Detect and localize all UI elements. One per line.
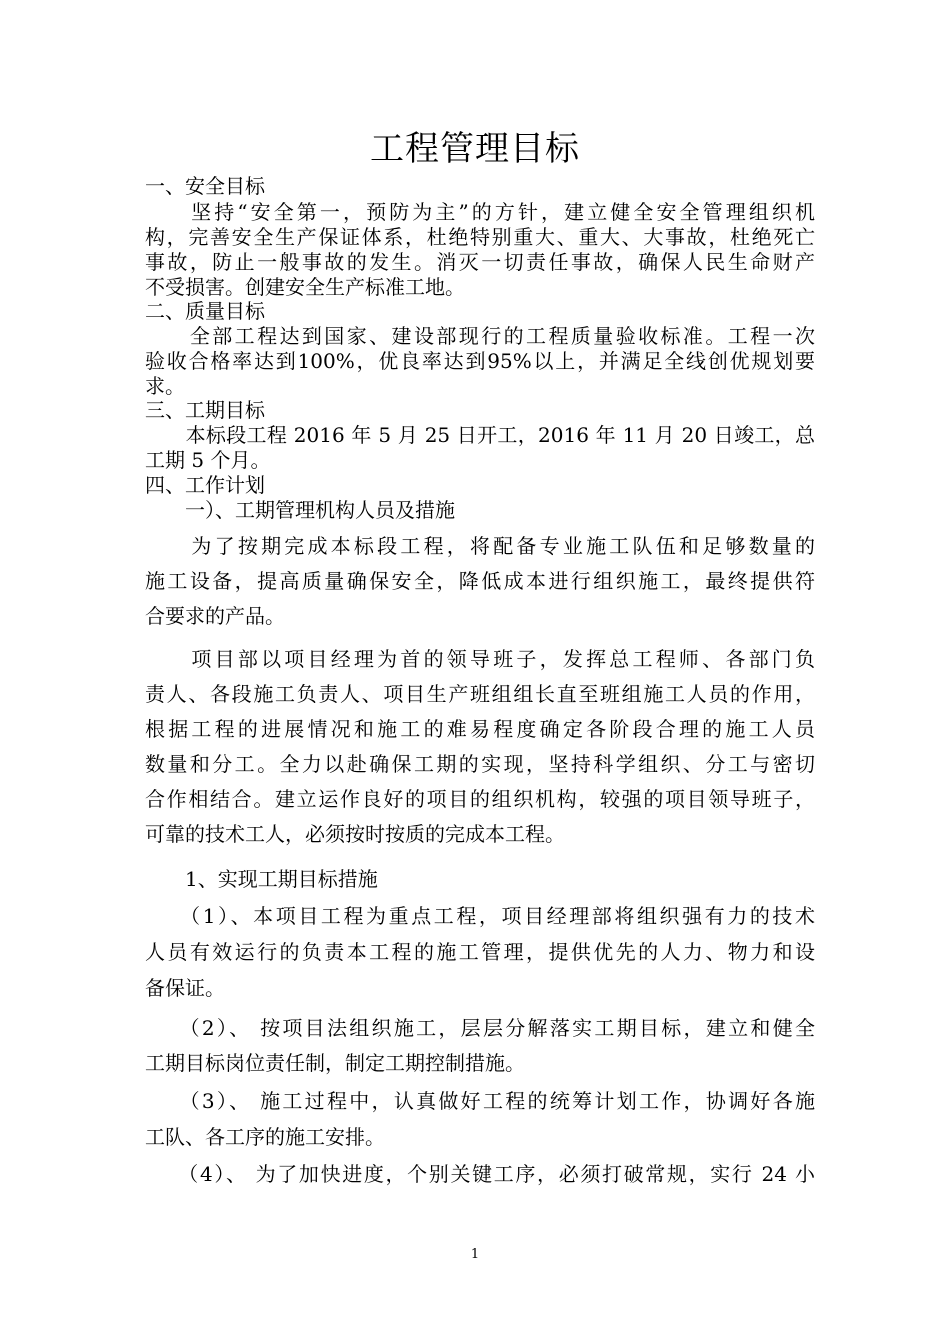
section-heading-work-plan: 四、工作计划 bbox=[145, 473, 265, 497]
paragraph-line: 工期 5 个月。 bbox=[145, 448, 271, 472]
paragraph-line: 本标段工程 2016 年 5 月 25 日开工，2016 年 11 月 20 日竣工，总 bbox=[145, 423, 815, 447]
paragraph-line: 根据工程的进展情况和施工的难易程度确定各阶段合理的施工人员 bbox=[145, 717, 815, 741]
paragraph-line: 备保证。 bbox=[145, 976, 225, 1000]
paragraph-line: 可靠的技术工人，必须按时按质的完成本工程。 bbox=[145, 822, 565, 846]
paragraph-line: 不受损害。创建安全生产标准工地。 bbox=[145, 275, 465, 299]
paragraph-line: 合作相结合。建立运作良好的项目的组织机构，较强的项目领导班子， bbox=[145, 787, 815, 811]
paragraph-line: 施工设备，提高质量确保安全，降低成本进行组织施工，最终提供符 bbox=[145, 569, 815, 593]
document-title: 工程管理目标 bbox=[370, 129, 580, 169]
paragraph-line: 人员有效运行的负责本工程的施工管理，提供优先的人力、物力和设 bbox=[145, 940, 815, 964]
page-number: 1 bbox=[470, 1247, 480, 1262]
paragraph-line: 构，完善安全生产保证体系，杜绝特别重大、重大、大事故，杜绝死亡 bbox=[145, 225, 815, 249]
paragraph-line: （2）、 按项目法组织施工，层层分解落实工期目标，建立和健全 bbox=[145, 1016, 815, 1040]
paragraph-line: （1）、本项目工程为重点工程，项目经理部将组织强有力的技术 bbox=[145, 904, 815, 928]
paragraph-line: 工队、各工序的施工安排。 bbox=[145, 1125, 385, 1149]
paragraph-line: 全部工程达到国家、建设部现行的工程质量验收标准。工程一次 bbox=[145, 324, 815, 348]
section-heading-safety: 一、安全目标 bbox=[145, 174, 265, 198]
paragraph-line: 求。 bbox=[145, 374, 185, 398]
paragraph-line: 责人、各段施工负责人、项目生产班组组长直至班组施工人员的作用， bbox=[145, 682, 815, 706]
measures-heading: 1、实现工期目标措施 bbox=[145, 867, 378, 891]
paragraph-line: 合要求的产品。 bbox=[145, 604, 285, 628]
section-heading-schedule: 三、工期目标 bbox=[145, 398, 265, 422]
paragraph-line: 坚持“安全第一，预防为主”的方针，建立健全安全管理组织机 bbox=[145, 200, 815, 224]
paragraph-line: 事故，防止一般事故的发生。消灭一切责任事故，确保人民生命财产 bbox=[145, 250, 815, 274]
paragraph-line: 验收合格率达到100%，优良率达到95%以上，并满足全线创优规划要 bbox=[145, 349, 815, 373]
subsection-heading: 一）、工期管理机构人员及措施 bbox=[145, 498, 455, 522]
paragraph-line: 为了按期完成本标段工程，将配备专业施工队伍和足够数量的 bbox=[145, 534, 815, 558]
paragraph-line: 项目部以项目经理为首的领导班子，发挥总工程师、各部门负 bbox=[145, 647, 815, 671]
paragraph-line: 数量和分工。全力以赴确保工期的实现，坚持科学组织、分工与密切 bbox=[145, 752, 815, 776]
paragraph-line: （3）、 施工过程中，认真做好工程的统筹计划工作，协调好各施 bbox=[145, 1089, 815, 1113]
paragraph-line: 工期目标岗位责任制，制定工期控制措施。 bbox=[145, 1051, 525, 1075]
paragraph-line: （4）、 为了加快进度，个别关键工序，必须打破常规，实行 24 小 bbox=[145, 1162, 815, 1186]
section-heading-quality: 二、质量目标 bbox=[145, 299, 265, 323]
